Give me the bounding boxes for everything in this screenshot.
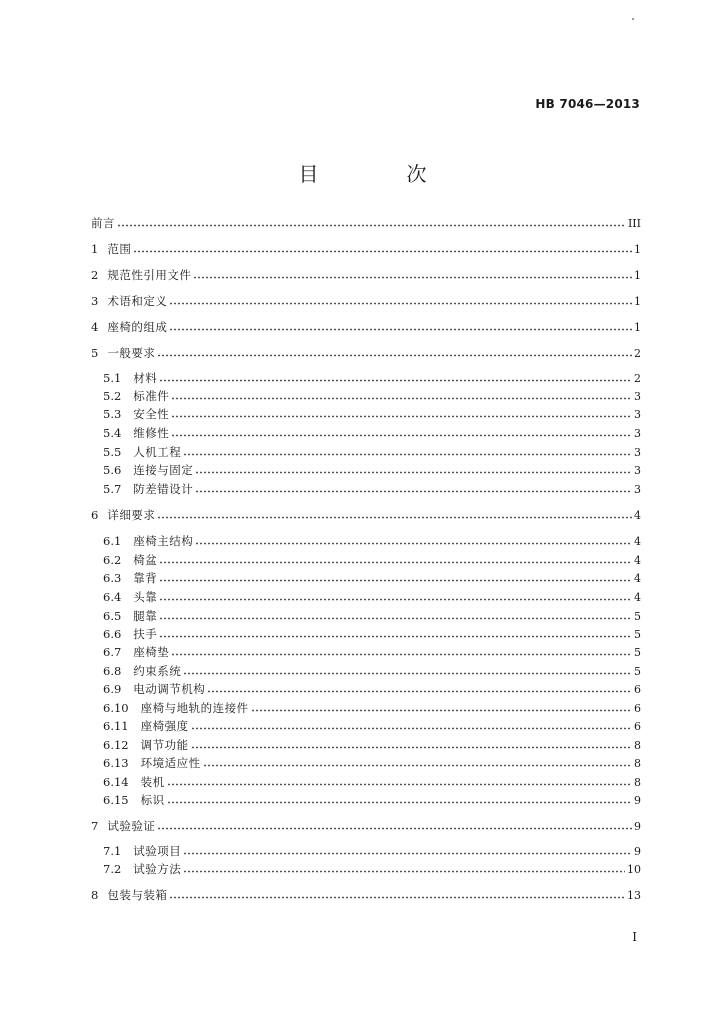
- toc-entry-number: 6: [91, 508, 99, 522]
- toc-entry-label: [103, 369, 157, 387]
- toc-entry[interactable]: [91, 266, 641, 284]
- scan-speck: [632, 18, 634, 20]
- toc-entry-number: 6.10: [103, 701, 129, 715]
- toc-entry-page: 9: [634, 794, 641, 807]
- toc-entry-label: [91, 886, 167, 904]
- toc-entry-page: 1: [634, 321, 641, 334]
- dot-leader: [171, 427, 632, 437]
- toc-entry-page: 2: [634, 347, 641, 360]
- toc-entry-label: [103, 754, 201, 772]
- toc-entry-page: 3: [634, 464, 641, 477]
- toc-entry-title: 座椅强度: [140, 719, 189, 733]
- toc-entry-title: 试验验证: [107, 819, 156, 833]
- toc-entry-page: 6: [634, 702, 641, 715]
- dot-leader: [171, 390, 632, 400]
- toc-entry-number: 5.5: [103, 445, 122, 459]
- toc-entry[interactable]: [91, 773, 641, 791]
- toc-entry-title: 试验方法: [133, 862, 182, 876]
- dot-leader: [157, 509, 632, 519]
- toc-entry-title: 防差错设计: [133, 482, 194, 496]
- toc-entry-page: 5: [634, 628, 641, 641]
- toc-entry-page: III: [627, 217, 641, 230]
- toc-entry[interactable]: [91, 607, 641, 625]
- toc-entry-label: [91, 214, 115, 232]
- dot-leader: [159, 591, 632, 601]
- dot-leader: [183, 665, 632, 675]
- page-title: 目 次: [298, 162, 461, 186]
- toc-entry-page: 8: [634, 739, 641, 752]
- toc-entry-label: [103, 736, 189, 754]
- toc-entry[interactable]: [91, 506, 641, 524]
- toc-entry-number: 6.5: [103, 609, 122, 623]
- dot-leader: [191, 739, 632, 749]
- toc-entry[interactable]: [91, 532, 641, 550]
- dot-leader: [183, 845, 632, 855]
- toc-entry-label: [91, 240, 131, 258]
- dot-leader: [191, 720, 632, 730]
- toc-entry-label: [91, 344, 155, 362]
- toc-entry-title: 靠背: [133, 571, 158, 585]
- toc-entry-title: 扶手: [133, 627, 158, 641]
- toc-entry[interactable]: [91, 240, 641, 258]
- toc-entry-number: 2: [91, 268, 99, 282]
- toc-entry-number: 5.7: [103, 482, 122, 496]
- toc-entry-title: 椅盆: [133, 553, 158, 567]
- toc-entry-page: 4: [634, 591, 641, 604]
- toc-entry-title: 一般要求: [107, 346, 156, 360]
- toc-entry-title: 标识: [140, 793, 165, 807]
- toc-entry[interactable]: [91, 369, 641, 387]
- toc-entry[interactable]: [91, 842, 641, 860]
- toc-entry-number: 6.8: [103, 664, 122, 678]
- dot-leader: [193, 269, 632, 279]
- dot-leader: [169, 321, 632, 331]
- toc-entry-label: [103, 662, 181, 680]
- dot-leader: [159, 554, 632, 564]
- toc-entry-title: 术语和定义: [107, 294, 168, 308]
- toc-entry-label: [91, 817, 155, 835]
- toc-entry-page: 2: [634, 372, 641, 385]
- toc-entry-page: 1: [634, 243, 641, 256]
- toc-entry-title: 范围: [107, 242, 132, 256]
- toc-entry-number: 7.1: [103, 844, 122, 858]
- toc-entry[interactable]: [91, 424, 641, 442]
- dot-leader: [183, 446, 632, 456]
- dot-leader: [159, 628, 632, 638]
- toc-entry-page: 10: [627, 863, 641, 876]
- toc-entry-label: [103, 680, 205, 698]
- toc-entry[interactable]: [91, 817, 641, 835]
- toc-entry-title: 人机工程: [133, 445, 182, 459]
- toc-entry-label: [103, 405, 169, 423]
- toc-entry-title: 座椅的组成: [107, 320, 168, 334]
- toc-entry-title: 约束系统: [133, 664, 182, 678]
- toc-entry-label: [103, 773, 165, 791]
- toc-entry-page: 3: [634, 427, 641, 440]
- toc-entry-page: 5: [634, 665, 641, 678]
- toc-entry-label: [103, 717, 189, 735]
- toc-entry-number: 3: [91, 294, 99, 308]
- toc-entry-number: 8: [91, 888, 99, 902]
- toc-entry-number: 6.12: [103, 738, 129, 752]
- toc-entry-number: 6.14: [103, 775, 129, 789]
- toc-entry-label: [103, 607, 157, 625]
- toc-entry-page: 3: [634, 390, 641, 403]
- toc-entry-number: 6.6: [103, 627, 122, 641]
- toc-entry[interactable]: [91, 736, 641, 754]
- toc-entry-number: 6.11: [103, 719, 129, 733]
- dot-leader: [167, 794, 632, 804]
- dot-leader: [195, 483, 632, 493]
- toc-entry-title: 头靠: [133, 590, 158, 604]
- toc-entry-label: [103, 480, 193, 498]
- toc-entry[interactable]: [91, 625, 641, 643]
- dot-leader: [251, 702, 632, 712]
- toc-entry-label: [91, 318, 167, 336]
- toc-entry[interactable]: [91, 292, 641, 310]
- toc-entry-title: 腿靠: [133, 609, 158, 623]
- toc-entry-title: 维修性: [133, 426, 170, 440]
- toc-entry-page: 8: [634, 757, 641, 770]
- dot-leader: [133, 243, 632, 253]
- toc-entry[interactable]: [91, 588, 641, 606]
- toc-entry-title: 安全性: [133, 407, 170, 421]
- toc-entry-label: [103, 699, 249, 717]
- toc-entry-title: 环境适应性: [140, 756, 201, 770]
- toc-entry-label: [103, 569, 157, 587]
- toc-entry-number: 7.2: [103, 862, 122, 876]
- toc-entry-page: 8: [634, 776, 641, 789]
- toc-entry-number: 6.13: [103, 756, 129, 770]
- toc-entry-number: 5: [91, 346, 99, 360]
- toc-entry[interactable]: [91, 680, 641, 698]
- toc-entry-label: [91, 292, 167, 310]
- toc-entry[interactable]: [91, 551, 641, 569]
- toc-entry[interactable]: [91, 643, 641, 661]
- toc-entry-page: 3: [634, 483, 641, 496]
- dot-leader: [159, 372, 632, 382]
- toc-entry-title: 前言: [91, 216, 115, 230]
- toc-entry-number: 7: [91, 819, 99, 833]
- toc-entry-page: 5: [634, 646, 641, 659]
- toc-entry-label: [103, 387, 169, 405]
- toc-entry-number: 6.3: [103, 571, 122, 585]
- dot-leader: [203, 757, 632, 767]
- toc-entry-page: 6: [634, 683, 641, 696]
- toc-entry-page: 3: [634, 408, 641, 421]
- toc-entry-title: 规范性引用文件: [107, 268, 192, 282]
- toc-entry-page: 5: [634, 610, 641, 623]
- toc-entry[interactable]: [91, 886, 641, 904]
- toc-entry-number: 5.3: [103, 407, 122, 421]
- toc-entry-page: 9: [634, 845, 641, 858]
- toc-entry-number: 6.7: [103, 645, 122, 659]
- toc-entry[interactable]: [91, 387, 641, 405]
- toc-entry-page: 13: [627, 889, 641, 902]
- toc-entry[interactable]: [91, 443, 641, 461]
- toc-entry-label: [103, 842, 181, 860]
- dot-leader: [183, 863, 625, 873]
- toc-entry[interactable]: [91, 344, 641, 362]
- dot-leader: [157, 347, 632, 357]
- dot-leader: [207, 683, 632, 693]
- toc-entry-label: [103, 461, 193, 479]
- toc-entry-page: 6: [634, 720, 641, 733]
- toc-entry-label: [103, 443, 181, 461]
- toc-entry-title: 材料: [133, 371, 158, 385]
- dot-leader: [117, 217, 626, 227]
- toc-entry-page: 1: [634, 295, 641, 308]
- toc-entry-page: 9: [634, 820, 641, 833]
- toc-entry[interactable]: [91, 318, 641, 336]
- toc-entry-number: 5.4: [103, 426, 122, 440]
- toc-entry[interactable]: [91, 480, 641, 498]
- toc-entry-title: 装机: [140, 775, 165, 789]
- toc-entry-number: 6.15: [103, 793, 129, 807]
- toc-entry-title: 标准件: [133, 389, 170, 403]
- toc-entry-label: [91, 266, 191, 284]
- toc-entry-title: 连接与固定: [133, 463, 194, 477]
- page-number: I: [632, 930, 637, 944]
- standard-code: HB 7046—2013: [535, 97, 640, 111]
- toc-entry-number: 6.9: [103, 682, 122, 696]
- dot-leader: [171, 408, 632, 418]
- toc-entry-number: 6.4: [103, 590, 122, 604]
- toc-entry-title: 调节功能: [140, 738, 189, 752]
- dot-leader: [169, 889, 625, 899]
- toc-entry-page: 4: [634, 554, 641, 567]
- toc-entry[interactable]: [91, 662, 641, 680]
- toc-entry-label: [103, 625, 157, 643]
- toc-entry-number: 6.1: [103, 534, 122, 548]
- toc-entry-page: 3: [634, 446, 641, 459]
- toc-entry-number: 1: [91, 242, 99, 256]
- toc-entry-title: 包装与装箱: [107, 888, 168, 902]
- toc-entry[interactable]: [91, 405, 641, 423]
- dot-leader: [159, 610, 632, 620]
- toc-entry-label: [103, 643, 169, 661]
- dot-leader: [195, 535, 632, 545]
- toc-entry[interactable]: [91, 791, 641, 809]
- dot-leader: [171, 646, 632, 656]
- toc-entry-label: [103, 551, 157, 569]
- toc-entry[interactable]: [91, 699, 641, 717]
- toc-entry-label: [103, 791, 165, 809]
- toc-entry-page: 1: [634, 269, 641, 282]
- toc-entry-title: 座椅与地轨的连接件: [140, 701, 249, 715]
- toc-entry-title: 试验项目: [133, 844, 182, 858]
- toc-entry-number: 4: [91, 320, 99, 334]
- dot-leader: [167, 776, 632, 786]
- toc-entry-title: 座椅垫: [133, 645, 170, 659]
- dot-leader: [159, 572, 632, 582]
- toc-entry-page: 4: [634, 535, 641, 548]
- toc-entry-number: 6.2: [103, 553, 122, 567]
- toc-entry[interactable]: [91, 461, 641, 479]
- dot-leader: [169, 295, 632, 305]
- toc-entry-label: [103, 532, 193, 550]
- dot-leader: [157, 820, 632, 830]
- toc-entry-number: 5.1: [103, 371, 122, 385]
- toc-entry[interactable]: [91, 754, 641, 772]
- toc-entry-label: [103, 588, 157, 606]
- toc-entry-title: 电动调节机构: [133, 682, 206, 696]
- toc-entry-page: 4: [634, 509, 641, 522]
- toc-entry-label: [103, 424, 169, 442]
- toc-entry-label: [91, 506, 155, 524]
- toc-entry[interactable]: [91, 569, 641, 587]
- toc-entry[interactable]: [91, 214, 641, 232]
- toc-entry-number: 5.6: [103, 463, 122, 477]
- toc-entry[interactable]: [91, 717, 641, 735]
- toc-entry[interactable]: [91, 860, 641, 878]
- toc-entry-number: 5.2: [103, 389, 122, 403]
- toc-entry-title: 详细要求: [107, 508, 156, 522]
- dot-leader: [195, 464, 632, 474]
- toc-entry-title: 座椅主结构: [133, 534, 194, 548]
- toc-entry-page: 4: [634, 572, 641, 585]
- toc-entry-label: [103, 860, 181, 878]
